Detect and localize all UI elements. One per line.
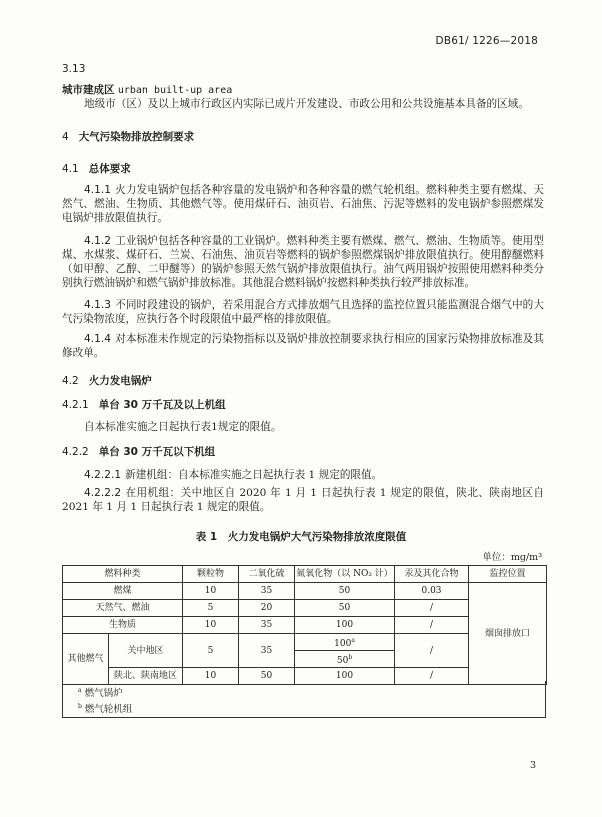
section-4-1-heading: 4.1 总体要求 [62, 163, 131, 175]
section-4-heading: 4 大气污染物排放控制要求 [62, 131, 195, 143]
table-row: 陕北、陕南地区 10 50 100 / [63, 668, 547, 685]
term-chinese: 城市建成区 [62, 84, 115, 96]
clause-4-2-2-2: 4.2.2.2 在用机组：关中地区自 2020 年 1 月 1 日起执行表 1 规定的限值，陕北、陕南地区自 2021 年 1 月 1 日起执行表 1 规定的限值。 [62, 487, 544, 513]
clause-4-1-1: 4.1.1 火力发电锅炉包括各种容量的发电锅炉和各种容量的燃气轮机组。燃料种类主要有燃煤、天然气、燃油、生物质、其他燃气等。使用煤矸石、油页岩、石油焦、污泥等燃料的发电锅炉参照燃煤发电锅炉排放限值执行。 [62, 184, 544, 224]
clause-4-2-2-1: 4.2.2.1 新建机组：自本标准实施之日起执行表 1 规定的限值。 [84, 469, 383, 481]
header-monitor: 监控位置 [469, 566, 547, 583]
clause-4-1-2: 4.1.2 工业锅炉包括各种容量的工业锅炉。燃料种类主要有燃煤、燃气、燃油、生物质等。使用型煤、水煤浆、煤矸石、兰炭、石油焦、油页岩等燃料的锅炉参照燃煤锅炉排放限值执行。使用醇醚燃料（如甲醇、乙醇、二甲醚等）的锅炉参照天然气锅炉排放限值执行。油气两用锅炉按照使用燃料种类分别执行燃油锅炉和燃气锅炉排放标准。其他混合燃料锅炉按燃料种类执行较严排放标准。 [62, 235, 544, 289]
table-row: 其他燃气 关中地区 5 35 100$^a$ / [63, 634, 547, 651]
header-nox: 氮氧化物（以 NO₂ 计） [295, 566, 395, 583]
footnote-a: $^a$ 燃气锅炉 [78, 687, 123, 700]
section-4-2-2-heading: 4.2.2 单台 30 万千瓦以下机组 [62, 446, 216, 458]
table-header-row [63, 566, 547, 583]
section-4-2-heading: 4.2 火力发电锅炉 [62, 375, 152, 387]
table-row: 燃煤 10 35 50 0.03 烟囱排放口 [63, 583, 547, 600]
term-definition: 地级市（区）及以上城市行政区内实际已成片开发建设、市政公用和公共设施基本具备的区域。 [84, 98, 529, 110]
clause-4-2-1-text: 自本标准实施之日起执行表1规定的限值。 [84, 421, 282, 433]
page-number: 3 [529, 760, 536, 771]
header-fuel: 燃料种类 [63, 566, 183, 583]
monitor-location-cell: 烟囱排放口 [469, 583, 547, 685]
table-footnote-box [62, 681, 546, 718]
emission-limits-table [62, 565, 547, 685]
standard-code-header: DB61/ 1226—2018 [435, 35, 538, 47]
table-1-caption: 表 1 火力发电锅炉大气污染物排放浓度限值 [195, 531, 407, 543]
term-heading [62, 83, 232, 98]
header-so2: 二氧化硫 [239, 566, 295, 583]
table-row: 天然气、燃油 5 20 50 / [63, 600, 547, 617]
table-row: 50$^b$ [63, 651, 547, 668]
other-gas-group: 其他燃气 [63, 634, 109, 685]
footnote-b: $^b$ 燃气轮机组 [78, 703, 133, 716]
table-1-unit: 单位：mg/m³ [482, 552, 542, 563]
term-english: urban built-up area [117, 85, 233, 96]
clause-4-1-3: 4.1.3 不同时段建设的锅炉，若采用混合方式排放烟气且选择的监控位置只能监测混合烟气中的大气污染物浓度，应执行各个时段限值中最严格的排放限值。 [62, 299, 544, 325]
header-pm: 颗粒物 [183, 566, 239, 583]
clause-4-1-4: 4.1.4 对本标准未作规定的污染物指标以及锅炉排放控制要求执行相应的国家污染物排放标准及其修改单。 [62, 333, 544, 359]
clause-3-13-number: 3.13 [62, 63, 86, 75]
table-row: 生物质 10 35 100 / [63, 617, 547, 634]
section-4-2-1-heading: 4.2.1 单台 30 万千瓦及以上机组 [62, 399, 226, 411]
header-hg: 汞及其化合物 [395, 566, 469, 583]
